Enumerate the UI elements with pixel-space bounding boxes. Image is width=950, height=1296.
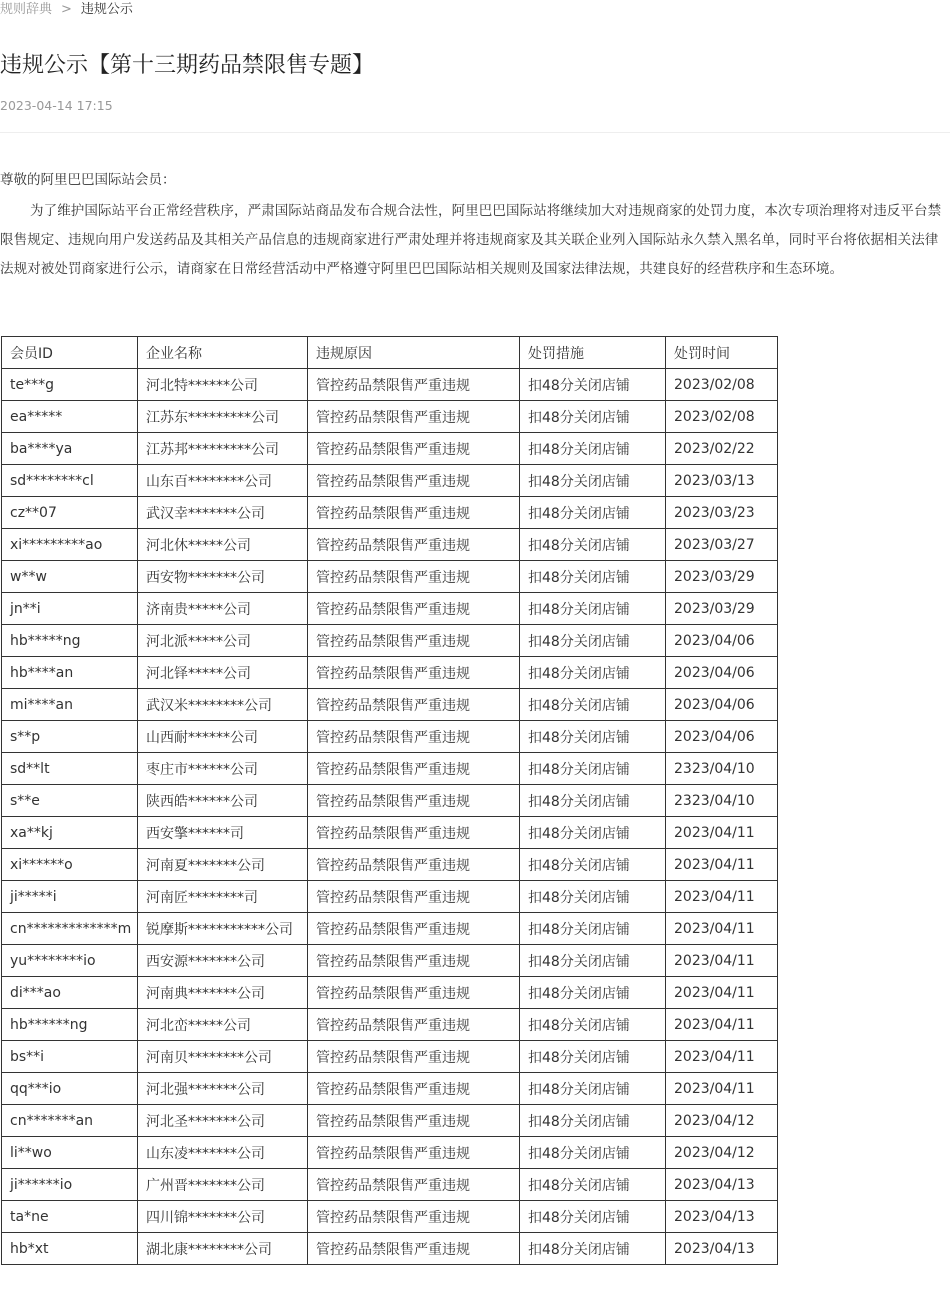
penalty-date-cell: 2023/04/13 [666, 1201, 778, 1233]
penalty-date-cell: 2023/04/11 [666, 817, 778, 849]
violation-reason-cell: 管控药品禁限售严重违规 [308, 1233, 520, 1265]
table-body [2, 369, 778, 1265]
penalty-measure-cell: 扣48分关闭店铺 [520, 497, 666, 529]
penalty-measure-cell: 扣48分关闭店铺 [520, 561, 666, 593]
violation-reason-cell: 管控药品禁限售严重违规 [308, 1041, 520, 1073]
table-row [2, 945, 778, 977]
company-name-cell: 西安物*******公司 [138, 561, 308, 593]
member-id-cell: cn*******an [2, 1105, 138, 1137]
table-row [2, 785, 778, 817]
violation-reason-cell: 管控药品禁限售严重违规 [308, 817, 520, 849]
penalty-measure-cell: 扣48分关闭店铺 [520, 785, 666, 817]
penalty-measure-cell: 扣48分关闭店铺 [520, 1137, 666, 1169]
table-row [2, 1233, 778, 1265]
table-row [2, 657, 778, 689]
company-name-cell: 河北圣*******公司 [138, 1105, 308, 1137]
table-row [2, 465, 778, 497]
table-row [2, 977, 778, 1009]
member-id-cell: ba****ya [2, 433, 138, 465]
table-row [2, 369, 778, 401]
member-id-cell: ji*****i [2, 881, 138, 913]
violation-reason-cell: 管控药品禁限售严重违规 [308, 561, 520, 593]
violation-reason-cell: 管控药品禁限售严重违规 [308, 465, 520, 497]
table-row [2, 1169, 778, 1201]
company-name-cell: 山东凌*******公司 [138, 1137, 308, 1169]
breadcrumb-current: 违规公示 [80, 2, 133, 17]
header-violation-reason: 违规原因 [308, 337, 520, 369]
violation-reason-cell: 管控药品禁限售严重违规 [308, 433, 520, 465]
company-name-cell: 河南贝********公司 [138, 1041, 308, 1073]
company-name-cell: 山东百********公司 [138, 465, 308, 497]
penalty-measure-cell: 扣48分关闭店铺 [520, 1201, 666, 1233]
violation-reason-cell: 管控药品禁限售严重违规 [308, 1009, 520, 1041]
table-row [2, 721, 778, 753]
company-name-cell: 武汉米********公司 [138, 689, 308, 721]
violation-reason-cell: 管控药品禁限售严重违规 [308, 593, 520, 625]
breadcrumb-link-rules-dictionary[interactable]: 规则辞典 [0, 2, 53, 17]
header-member-id: 会员ID [2, 337, 138, 369]
header-company-name: 企业名称 [138, 337, 308, 369]
penalty-date-cell: 2023/04/11 [666, 1073, 778, 1105]
greeting-text: 尊敬的阿里巴巴国际站会员： [0, 172, 176, 188]
violation-reason-cell: 管控药品禁限售严重违规 [308, 625, 520, 657]
penalty-measure-cell: 扣48分关闭店铺 [520, 369, 666, 401]
company-name-cell: 武汉幸*******公司 [138, 497, 308, 529]
table-row [2, 753, 778, 785]
penalty-measure-cell: 扣48分关闭店铺 [520, 721, 666, 753]
penalty-date-cell: 2323/04/10 [666, 785, 778, 817]
company-name-cell: 河北休*****公司 [138, 529, 308, 561]
company-name-cell: 济南贵*****公司 [138, 593, 308, 625]
intro-paragraph: 为了维护国际站平台正常经营秩序，严肃国际站商品发布合规合法性，阿里巴巴国际站将继续加大对违规商家的处罚力度，本次专项治理将对违反平台禁限售规定、违规向用户发送药品及其相关产品信息的违规商家进行严肃处理并将违规商家及其关联企业列入国际站永久禁入黑名单，同时平台将依据相关法律法规对被处罚商家进行公示，请商家在日常经营活动中严格遵守阿里巴巴国际站相关规则及国家法律法规，共建良好的经营秩序和生态环境。 [0, 203, 942, 277]
member-id-cell: bs**i [2, 1041, 138, 1073]
violation-reason-cell: 管控药品禁限售严重违规 [308, 1105, 520, 1137]
violation-reason-cell: 管控药品禁限售严重违规 [308, 1169, 520, 1201]
violation-reason-cell: 管控药品禁限售严重违规 [308, 1137, 520, 1169]
member-id-cell: jn**i [2, 593, 138, 625]
table-row [2, 401, 778, 433]
penalty-measure-cell: 扣48分关闭店铺 [520, 1041, 666, 1073]
penalty-measure-cell: 扣48分关闭店铺 [520, 1105, 666, 1137]
breadcrumb-separator: > [61, 2, 72, 17]
publish-time: 2023-04-14 17:15 [0, 98, 113, 113]
company-name-cell: 江苏东*********公司 [138, 401, 308, 433]
table-row [2, 689, 778, 721]
violation-reason-cell: 管控药品禁限售严重违规 [308, 401, 520, 433]
table-row [2, 881, 778, 913]
violation-reason-cell: 管控药品禁限售严重违规 [308, 657, 520, 689]
member-id-cell: hb****an [2, 657, 138, 689]
member-id-cell: cn*************m [2, 913, 138, 945]
penalty-date-cell: 2023/04/06 [666, 657, 778, 689]
penalty-measure-cell: 扣48分关闭店铺 [520, 625, 666, 657]
company-name-cell: 湖北康********公司 [138, 1233, 308, 1265]
company-name-cell: 河北峦*****公司 [138, 1009, 308, 1041]
violation-reason-cell: 管控药品禁限售严重违规 [308, 881, 520, 913]
penalty-measure-cell: 扣48分关闭店铺 [520, 1009, 666, 1041]
member-id-cell: mi****an [2, 689, 138, 721]
table-row [2, 1041, 778, 1073]
penalty-date-cell: 2023/04/11 [666, 977, 778, 1009]
member-id-cell: qq***io [2, 1073, 138, 1105]
penalty-date-cell: 2023/04/06 [666, 689, 778, 721]
company-name-cell: 四川锦*******公司 [138, 1201, 308, 1233]
company-name-cell: 广州晋*******公司 [138, 1169, 308, 1201]
penalty-date-cell: 2023/02/08 [666, 401, 778, 433]
penalty-date-cell: 2023/04/13 [666, 1169, 778, 1201]
company-name-cell: 河北特******公司 [138, 369, 308, 401]
penalty-measure-cell: 扣48分关闭店铺 [520, 849, 666, 881]
company-name-cell: 江苏邦*********公司 [138, 433, 308, 465]
company-name-cell: 西安源*******公司 [138, 945, 308, 977]
table-row [2, 1105, 778, 1137]
penalty-date-cell: 2023/04/06 [666, 721, 778, 753]
penalty-measure-cell: 扣48分关闭店铺 [520, 945, 666, 977]
penalty-date-cell: 2023/03/29 [666, 561, 778, 593]
penalty-date-cell: 2023/04/06 [666, 625, 778, 657]
member-id-cell: xa**kj [2, 817, 138, 849]
violation-reason-cell: 管控药品禁限售严重违规 [308, 849, 520, 881]
table-row [2, 1201, 778, 1233]
table-row [2, 849, 778, 881]
penalty-measure-cell: 扣48分关闭店铺 [520, 881, 666, 913]
company-name-cell: 河南夏*******公司 [138, 849, 308, 881]
violation-reason-cell: 管控药品禁限售严重违规 [308, 913, 520, 945]
company-name-cell: 枣庄市******公司 [138, 753, 308, 785]
member-id-cell: yu********io [2, 945, 138, 977]
divider [0, 132, 950, 133]
penalty-measure-cell: 扣48分关闭店铺 [520, 529, 666, 561]
penalty-measure-cell: 扣48分关闭店铺 [520, 433, 666, 465]
member-id-cell: ea***** [2, 401, 138, 433]
table-row [2, 497, 778, 529]
violation-reason-cell: 管控药品禁限售严重违规 [308, 977, 520, 1009]
member-id-cell: sd**lt [2, 753, 138, 785]
member-id-cell: ji******io [2, 1169, 138, 1201]
penalty-measure-cell: 扣48分关闭店铺 [520, 593, 666, 625]
penalty-date-cell: 2023/04/12 [666, 1137, 778, 1169]
violation-reason-cell: 管控药品禁限售严重违规 [308, 1073, 520, 1105]
company-name-cell: 西安擎******司 [138, 817, 308, 849]
penalty-measure-cell: 扣48分关闭店铺 [520, 1233, 666, 1265]
member-id-cell: hb*****ng [2, 625, 138, 657]
member-id-cell: te***g [2, 369, 138, 401]
table-row [2, 625, 778, 657]
penalty-date-cell: 2023/02/08 [666, 369, 778, 401]
member-id-cell: xi*********ao [2, 529, 138, 561]
penalty-measure-cell: 扣48分关闭店铺 [520, 465, 666, 497]
penalty-date-cell: 2023/04/13 [666, 1233, 778, 1265]
member-id-cell: hb******ng [2, 1009, 138, 1041]
penalty-measure-cell: 扣48分关闭店铺 [520, 817, 666, 849]
penalty-date-cell: 2023/04/12 [666, 1105, 778, 1137]
table-row [2, 433, 778, 465]
breadcrumb [0, 0, 133, 22]
company-name-cell: 山西耐******公司 [138, 721, 308, 753]
penalty-date-cell: 2323/04/10 [666, 753, 778, 785]
member-id-cell: cz**07 [2, 497, 138, 529]
violation-reason-cell: 管控药品禁限售严重违规 [308, 785, 520, 817]
violation-reason-cell: 管控药品禁限售严重违规 [308, 721, 520, 753]
penalty-date-cell: 2023/03/29 [666, 593, 778, 625]
company-name-cell: 陕西皓******公司 [138, 785, 308, 817]
penalty-measure-cell: 扣48分关闭店铺 [520, 1169, 666, 1201]
penalty-date-cell: 2023/04/11 [666, 1041, 778, 1073]
table-row [2, 561, 778, 593]
table-row [2, 529, 778, 561]
page-title: 违规公示【第十三期药品禁限售专题】 [0, 53, 375, 78]
table-row [2, 1009, 778, 1041]
table-row [2, 913, 778, 945]
penalty-date-cell: 2023/04/11 [666, 913, 778, 945]
violation-reason-cell: 管控药品禁限售严重违规 [308, 689, 520, 721]
company-name-cell: 河南典*******公司 [138, 977, 308, 1009]
member-id-cell: ta*ne [2, 1201, 138, 1233]
header-penalty-measure: 处罚措施 [520, 337, 666, 369]
company-name-cell: 河南匠********司 [138, 881, 308, 913]
member-id-cell: xi******o [2, 849, 138, 881]
member-id-cell: w**w [2, 561, 138, 593]
penalty-date-cell: 2023/02/22 [666, 433, 778, 465]
company-name-cell: 河北铎*****公司 [138, 657, 308, 689]
member-id-cell: di***ao [2, 977, 138, 1009]
penalty-date-cell: 2023/04/11 [666, 1009, 778, 1041]
penalty-measure-cell: 扣48分关闭店铺 [520, 1073, 666, 1105]
penalty-date-cell: 2023/04/11 [666, 849, 778, 881]
penalty-date-cell: 2023/03/13 [666, 465, 778, 497]
penalty-measure-cell: 扣48分关闭店铺 [520, 657, 666, 689]
violation-reason-cell: 管控药品禁限售严重违规 [308, 945, 520, 977]
violation-reason-cell: 管控药品禁限售严重违规 [308, 1201, 520, 1233]
company-name-cell: 河北强*******公司 [138, 1073, 308, 1105]
penalty-measure-cell: 扣48分关闭店铺 [520, 689, 666, 721]
header-penalty-date: 处罚时间 [666, 337, 778, 369]
member-id-cell: sd********cl [2, 465, 138, 497]
penalty-date-cell: 2023/03/23 [666, 497, 778, 529]
penalty-measure-cell: 扣48分关闭店铺 [520, 977, 666, 1009]
table-row [2, 593, 778, 625]
violation-reason-cell: 管控药品禁限售严重违规 [308, 529, 520, 561]
penalty-measure-cell: 扣48分关闭店铺 [520, 401, 666, 433]
penalty-date-cell: 2023/03/27 [666, 529, 778, 561]
penalty-table [1, 336, 778, 1265]
penalty-date-cell: 2023/04/11 [666, 881, 778, 913]
company-name-cell: 河北派*****公司 [138, 625, 308, 657]
penalty-date-cell: 2023/04/11 [666, 945, 778, 977]
table-row [2, 817, 778, 849]
table-row [2, 1073, 778, 1105]
violation-reason-cell: 管控药品禁限售严重违规 [308, 753, 520, 785]
violation-reason-cell: 管控药品禁限售严重违规 [308, 369, 520, 401]
table-header-row [2, 337, 778, 369]
member-id-cell: hb*xt [2, 1233, 138, 1265]
member-id-cell: s**e [2, 785, 138, 817]
penalty-measure-cell: 扣48分关闭店铺 [520, 913, 666, 945]
table-row [2, 1137, 778, 1169]
penalty-measure-cell: 扣48分关闭店铺 [520, 753, 666, 785]
violation-reason-cell: 管控药品禁限售严重违规 [308, 497, 520, 529]
company-name-cell: 锐摩斯***********公司 [138, 913, 308, 945]
member-id-cell: s**p [2, 721, 138, 753]
member-id-cell: li**wo [2, 1137, 138, 1169]
